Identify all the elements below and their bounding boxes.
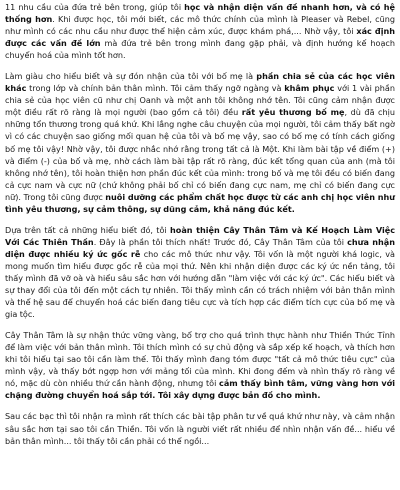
bold-text: khâm phục [284, 83, 335, 94]
body-text: với 1 vài phần chia sẻ của học viên cũ như chị Oanh và một anh tôi không nhớ tên. Tôi cũng cảm nhận được một điều rất rõ ràng là mọi người (bao gồm cả tôi) đều [5, 83, 395, 118]
paragraph-1 [5, 1, 395, 61]
body-text: Làm giàu cho hiểu biết và sự đón nhận của tôi với bố mẹ là [5, 71, 257, 82]
bold-text: nuôi dưỡng các phẩm chất học được từ các anh chị học viên như tình yêu thương, sự cảm thông, sự dũng cảm, khả năng đúc kết. [5, 191, 395, 214]
paragraph-5 [5, 410, 395, 446]
bold-text: phần chia sẻ của các học viên khác [5, 71, 395, 94]
body-text: 11 nhu cầu của đứa trẻ bên trong, giúp tôi [5, 2, 185, 12]
bold-text: hoàn thiện Cây Thân Tâm và Kế Hoạch Làm Việc Với Các Thiên Thần [5, 224, 396, 247]
bold-text: chưa nhận diện được nhiều ký ức gốc rễ [5, 236, 396, 259]
paragraph-4 [5, 329, 395, 401]
bold-text: học và nhận diện vấn đề nhanh hơn, và có hệ thống hơn [5, 2, 395, 25]
body-text: , dù đã chịu những tổn thương trong quá khứ. Khi lắng nghe câu chuyện của mọi người, tôi cảm thấy bất ngờ vì có các chuyện sao giống mối quan hệ của tôi và bố mẹ vậy, sao có bố mẹ có tính cách giống bố mẹ tôi vậy! Nhờ vậy, tôi được nhắc nhớ rằng trong tất cả là Một. Khi làm bài tập về điểm (+) và điểm (-) của bố và mẹ, nhờ cách làm bài tập rất rõ ràng, đúc kết tổng quan của anh (mà tôi không nhớ tên), tôi hoàn thiện hơn phần đúc kết của mình: trong bố và mẹ tôi đều có biến đang cả cực nam và cực nữ (chứ không phải bố chỉ có biến đang cực nam, mẹ chỉ có biến đang cực nữ). Trong tôi cũng được [5, 107, 396, 202]
body-text: mà đứa trẻ bên trong mình đang gặp phải, và định hướng kế hoạch chuyển hoá của mình tốt hơn. [5, 38, 395, 61]
body-text: . Khi được học, tôi mới biết, các mô thức chính của mình là Pleaser và Rebel, cũng như mình có các nhu cầu như được thể hiện cảm xúc, được khám phá,... Nhờ vậy, tôi [5, 14, 396, 37]
body-text: trong lớp và chính bản thân mình. Tôi cảm thấy ngỡ ngàng và [26, 83, 285, 94]
body-text: cho các mô thức như vậy. Tôi vốn là một người khá logic, và mong muốn tìm hiểu được gốc rễ của mọi thứ. Nên khi nhận diện được các ký ức nền tảng, tôi thấy mình đã vỡ oà và hiểu sâu sắc hơn với hướng dẫn "làm việc với các ký ức". Các hiểu biết và sự thay đổi của tôi đến một cách tự nhiên. Tôi thấy mình cần có trách nhiệm với bản thân mình và thể hệ sau để chuyển hoá các biến đang tiêu cực và tích hợp các điểm tích cực của bố mẹ và gia tộc. [5, 248, 395, 320]
body-text: Dựa trên tất cả những hiểu biết đó, tôi [5, 224, 170, 235]
paragraph-3 [5, 224, 395, 320]
bold-text: rất yêu thương bố mẹ [241, 107, 345, 118]
body-text: Sau các bạc thì tôi nhận ra mình rất thích các bài tập phân tư về quá khứ như này, và cảm nhận sâu sắc hơn tại sao tôi cần Thiền. Tôi vốn là người viết rất nhiều để nhìn nhận vấn đề... hiểu về bản thân mình... tôi thấy tôi cần phải có thể ngồi... [5, 411, 395, 446]
paragraph-2 [5, 70, 395, 215]
body-text: . Đây là phần tôi thích nhất! Trước đó, Cây Thân Tâm của tôi [93, 236, 348, 247]
body-text: Cây Thân Tâm là sự nhận thức vững vàng, bổ trợ cho quá trình thực hành như Thiền Thức Tỉnh để làm việc với bản thân mình. Tôi thích mình có sự chủ động và sắp xếp kế hoạch, và thích hơn khi tôi hiểu tại sao tôi cần làm thế. Tôi thấy mình đang tóm được "tất cả mô thức tiêu cực" của mình vậy, và thấy bớt ngợp hơn với mảng tối của mình. Khi đong đếm và nhìn thấy rõ ràng về nó, mặc dù còn nhiều thứ cần hành động, nhưng tôi [5, 330, 395, 389]
bold-text: cảm thấy bình tâm, vững vàng hơn với chặng đường chuyển hoá sắp tới. Tôi xây dựng được bản đồ cho mình. [5, 378, 395, 401]
bold-text: xác định được các vấn đề lớn [5, 26, 396, 49]
